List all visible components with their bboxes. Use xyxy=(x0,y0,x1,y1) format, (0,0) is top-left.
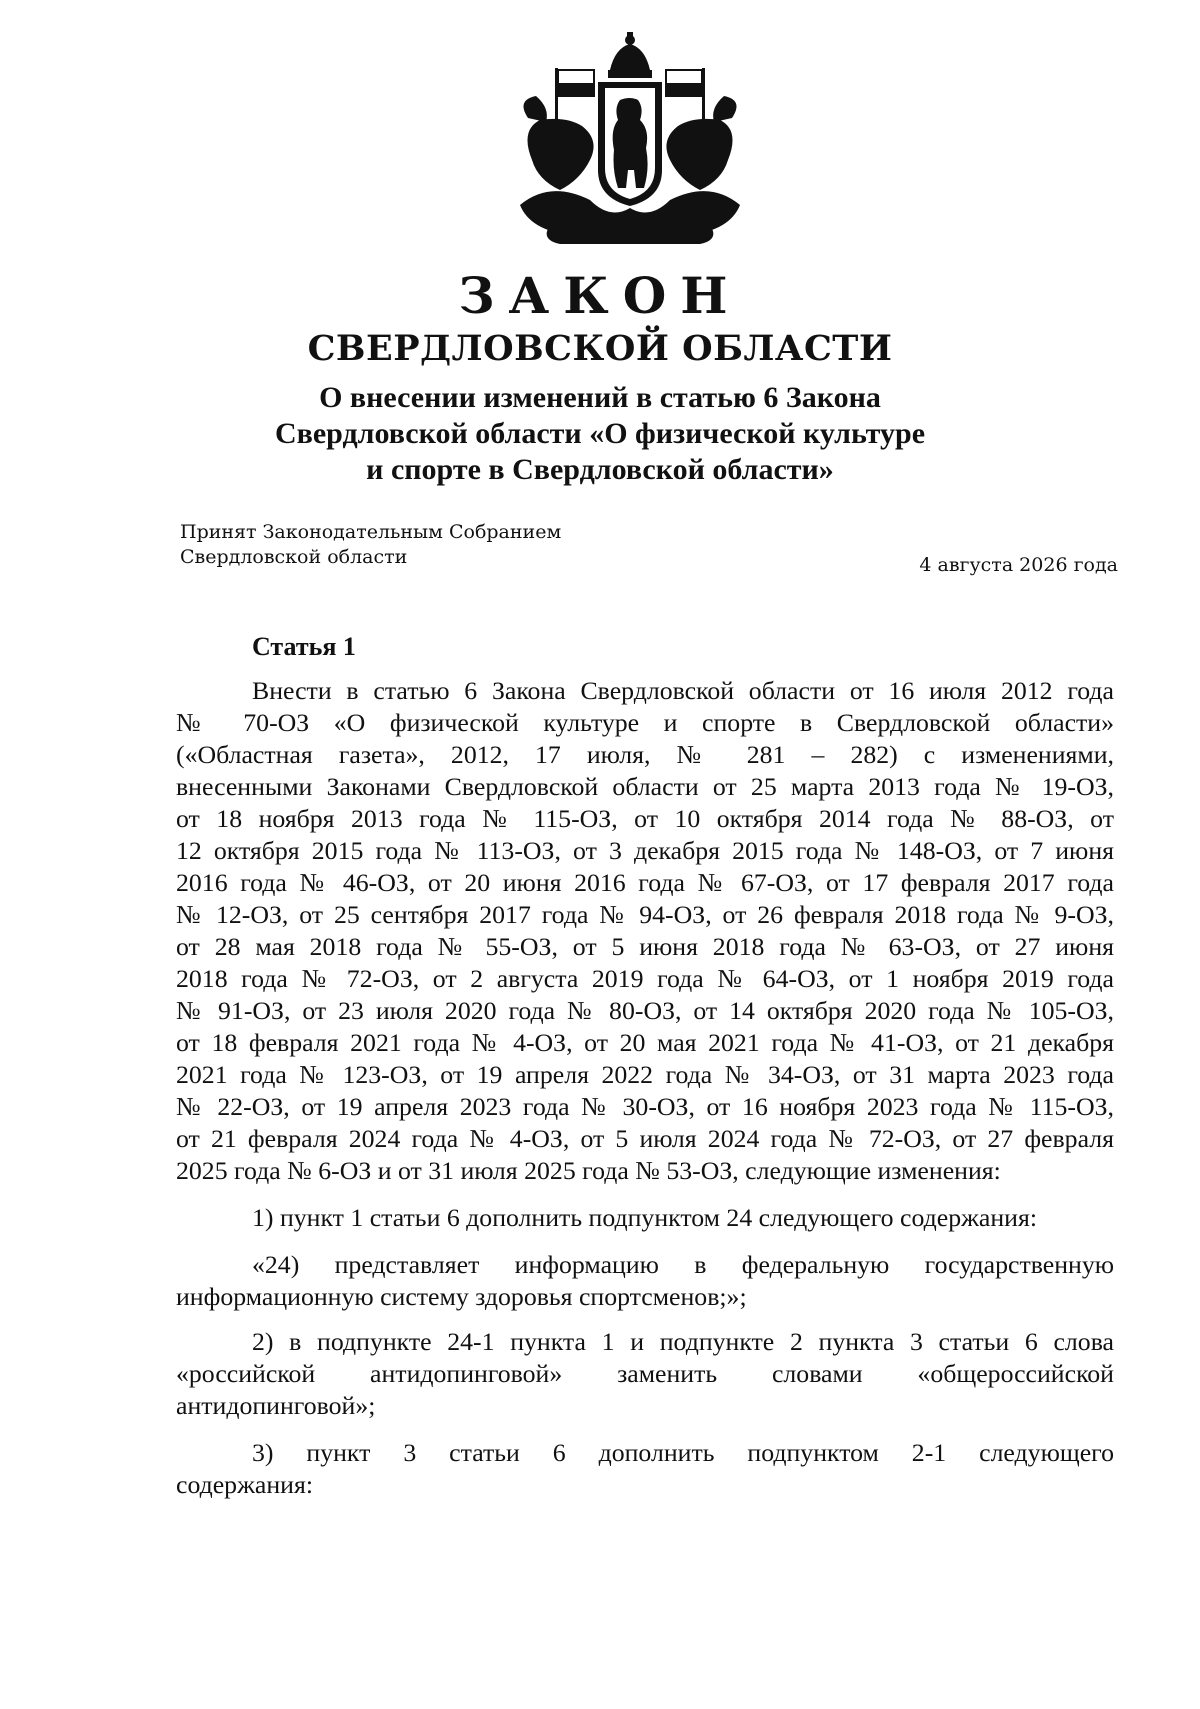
text-line: № 22-ОЗ, от 19 апреля 2023 года № 30-ОЗ, от 16 ноября 2023 года № 115-ОЗ, xyxy=(176,1092,1114,1121)
text-line: 2018 года № 72-ОЗ, от 2 августа 2019 года № 64-ОЗ, от 1 ноября 2019 года xyxy=(176,964,1114,993)
text-line: «24) представляет информацию в федеральную государственную xyxy=(252,1250,1114,1279)
text-line: содержания: xyxy=(176,1470,313,1499)
subtitle-line: и спорте в Свердловской области» xyxy=(366,453,834,486)
text-line: от 18 ноября 2013 года № 115-ОЗ, от 10 октября 2014 года № 88-ОЗ, от xyxy=(176,804,1114,833)
adoption-line: Свердловской области xyxy=(180,546,408,568)
coat-of-arms-emblem xyxy=(510,30,750,250)
item-2-paragraph xyxy=(176,1326,1114,1422)
text-line: 1) пункт 1 статьи 6 дополнить подпунктом 24 следующего содержания: xyxy=(252,1203,1038,1232)
text-line: № 70-ОЗ «О физической культуре и спорте в Свердловской области» xyxy=(176,708,1114,737)
text-line: («Областная газета», 2012, 17 июля, № 281 – 282) с изменениями, xyxy=(176,740,1114,769)
text-line: от 21 февраля 2024 года № 4-ОЗ, от 5 июля 2024 года № 72-ОЗ, от 27 февраля xyxy=(176,1124,1114,1153)
text-line: информационную систему здоровья спортсменов;»; xyxy=(176,1282,747,1311)
text-line: № 91-ОЗ, от 23 июля 2020 года № 80-ОЗ, от 14 октября 2020 года № 105-ОЗ, xyxy=(176,996,1114,1025)
item-1-quote-paragraph xyxy=(176,1249,1114,1313)
adoption-statement xyxy=(180,520,561,570)
text-line: 2) в подпункте 24-1 пункта 1 и подпункте 2 пункта 3 статьи 6 слова xyxy=(252,1327,1114,1356)
subtitle-line: О внесении изменений в статью 6 Закона xyxy=(319,381,881,414)
text-line: от 18 февраля 2021 года № 4-ОЗ, от 20 мая 2021 года № 41-ОЗ, от 21 декабря xyxy=(176,1028,1114,1057)
text-line: от 28 мая 2018 года № 55-ОЗ, от 5 июня 2018 года № 63-ОЗ, от 27 июня xyxy=(176,932,1114,961)
text-line: 2016 года № 46-ОЗ, от 20 июня 2016 года № 67-ОЗ, от 17 февраля 2017 года xyxy=(176,868,1114,897)
text-line: 12 октября 2015 года № 113-ОЗ, от 3 декабря 2015 года № 148-ОЗ, от 7 июня xyxy=(176,836,1114,865)
document-type-title: ЗАКОН xyxy=(458,266,742,325)
text-line: 3) пункт 3 статьи 6 дополнить подпунктом 2-1 следующего xyxy=(252,1438,1114,1467)
article-intro-paragraph xyxy=(176,675,1114,1187)
text-line: антидопинговой»; xyxy=(176,1391,376,1420)
text-line: 2025 года № 6-ОЗ и от 31 июля 2025 года № 53-ОЗ, следующие изменения: xyxy=(176,1156,1001,1185)
subtitle-line: Свердловской области «О физической культуре xyxy=(274,417,926,450)
item-3-paragraph xyxy=(176,1437,1114,1501)
adoption-date: 4 августа 2026 года xyxy=(919,554,1118,576)
article-heading: Статья 1 xyxy=(252,632,356,661)
text-line: внесенными Законами Свердловской области от 25 марта 2013 года № 19-ОЗ, xyxy=(176,772,1114,801)
text-line: Внести в статью 6 Закона Свердловской области от 16 июля 2012 года xyxy=(252,676,1114,705)
region-title: СВЕРДЛОВСКОЙ ОБЛАСТИ xyxy=(307,328,893,369)
adoption-line: Принят Законодательным Собранием xyxy=(180,521,562,543)
text-line: 2021 года № 123-ОЗ, от 19 апреля 2022 года № 34-ОЗ, от 31 марта 2023 года xyxy=(176,1060,1114,1089)
text-line: № 12-ОЗ, от 25 сентября 2017 года № 94-ОЗ, от 26 февраля 2018 года № 9-ОЗ, xyxy=(176,900,1114,929)
item-1-paragraph xyxy=(176,1202,1114,1234)
law-subtitle xyxy=(0,380,1200,488)
text-line: «российской антидопинговой» заменить словами «общероссийской xyxy=(176,1359,1114,1388)
